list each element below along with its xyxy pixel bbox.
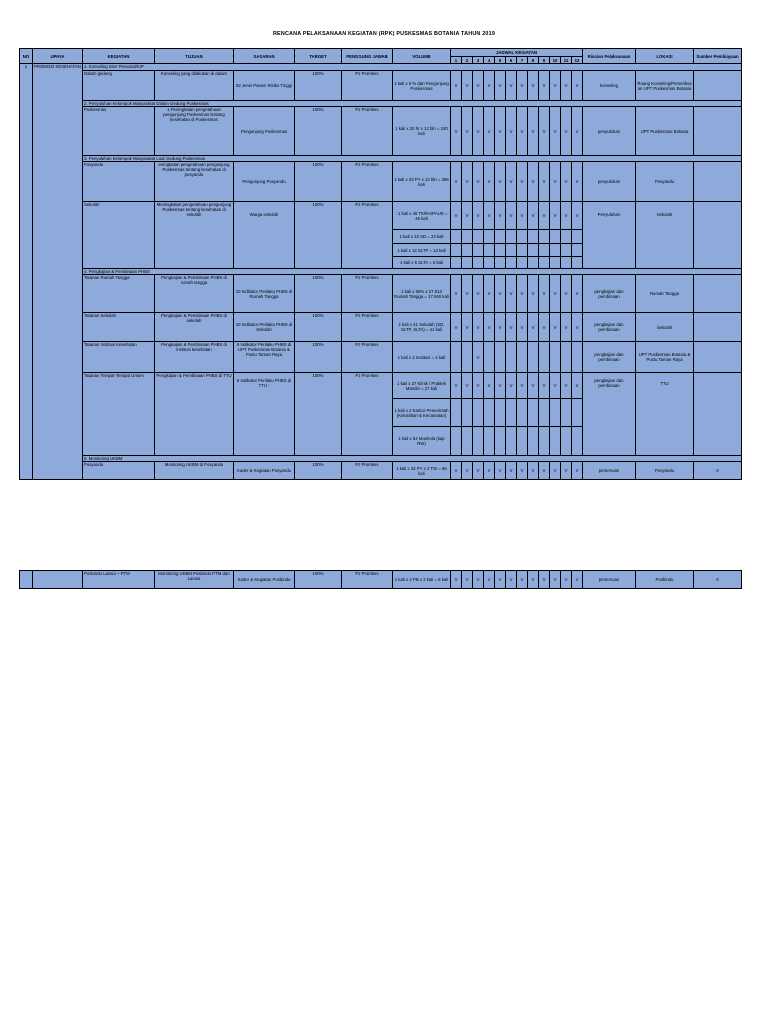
mark: V xyxy=(528,275,539,313)
mark: V xyxy=(561,202,572,230)
cell-sasaran: 6 Indikator Perilaku PHBS di UPT Puskesmas Botania & Pustu Taman Raya xyxy=(234,342,295,373)
mark: V xyxy=(561,373,572,399)
mark: V xyxy=(495,71,506,101)
cell-volume: 1 kali x 23 SD = 23 kali xyxy=(393,230,451,244)
mark: V xyxy=(462,313,473,342)
mark: V xyxy=(539,373,550,399)
cell-volume: : 1 kali x 46 TK/RA/PAUD = 46 kali xyxy=(393,202,451,230)
cell-pj: PJ Promkes xyxy=(342,462,393,480)
cell-tujuan: eningkatan pengetahuan pengunjung Puskesmas tentang kesehatan di posyandu xyxy=(155,162,234,202)
header-pj: PENGGUNG JAWAB xyxy=(342,49,393,64)
cell-kegiatan: Sekolah xyxy=(83,202,155,269)
mark: V xyxy=(539,462,550,480)
cell-volume: 1 kali x 2 Institusi = 2 kali xyxy=(393,342,451,373)
mark: V xyxy=(506,373,517,399)
cell-rincian: pertemuan xyxy=(583,571,636,589)
cell-lokasi: Posyandu xyxy=(636,462,694,480)
mark: V xyxy=(517,571,528,589)
mark: V xyxy=(550,162,561,202)
cell-volume: 1 kali x 5 % dari Pengunjung Puskesmas xyxy=(393,71,451,101)
cell-sasaran: Kader & Kegiatan Posyandu xyxy=(234,462,295,480)
mark: V xyxy=(517,107,528,156)
mark: V xyxy=(550,202,561,230)
cell-volume: 1 kali x 27 Klinik / Praktek Mandiri = 27 kali xyxy=(393,373,451,399)
cell-target: 100% xyxy=(295,162,342,202)
cell-tujuan: Pengkajian & Pembinaan PHBS di rumah tangga xyxy=(155,275,234,313)
mark: V xyxy=(572,275,583,313)
mark: V xyxy=(484,571,495,589)
cell-pj: PJ Promkes xyxy=(342,107,393,156)
mark: V xyxy=(572,202,583,230)
mark: V xyxy=(451,462,462,480)
mark: V xyxy=(484,107,495,156)
cell-pj: PJ Promkes xyxy=(342,202,393,269)
cell-pj: PJ Promkes xyxy=(342,275,393,313)
cell-volume: 1 kali x 41 Sekolah (SD, SLTP, SLTA) = 41 kali xyxy=(393,313,451,342)
header-tujuan: TUJUAN xyxy=(155,49,234,64)
mark: V xyxy=(451,373,462,399)
section-title: 4. Pengkajian & Pembinaan PHBS xyxy=(83,269,742,275)
mark: V xyxy=(484,373,495,399)
cell-volume: 1 kali x 20 hr x 12 bln = 240 kali xyxy=(393,107,451,156)
cell-target: 100% xyxy=(295,373,342,456)
row-upaya xyxy=(33,571,83,589)
cell-kegiatan: Tatanan Sekolah xyxy=(83,313,155,342)
mark: V xyxy=(506,202,517,230)
rpk-table-continued xyxy=(19,570,742,589)
mark: V xyxy=(561,462,572,480)
cell-lokasi: Sekolah xyxy=(636,313,694,342)
mark: V xyxy=(539,571,550,589)
cell-target: 100% xyxy=(295,313,342,342)
mark: V xyxy=(462,202,473,230)
cell-lokasi: Rumah Tangga xyxy=(636,275,694,313)
cell-volume: 1 kali x 6 SLTA = 6 kali xyxy=(393,257,451,269)
mark: V xyxy=(517,462,528,480)
header-month: 11 xyxy=(561,57,572,64)
mark: V xyxy=(561,571,572,589)
cell-rincian: penyuluhan xyxy=(583,107,636,156)
mark: V xyxy=(528,462,539,480)
cell-lokasi: Posbindu xyxy=(636,571,694,589)
cell-rincian: pengkajian dan pembinaan xyxy=(583,373,636,456)
mark: V xyxy=(561,162,572,202)
mark: V xyxy=(517,71,528,101)
mark: V xyxy=(462,462,473,480)
mark: V xyxy=(495,162,506,202)
cell-kegiatan: Tatanan Institusi Kesehatan xyxy=(83,342,155,373)
mark: V xyxy=(561,275,572,313)
cell-lokasi: Ruang Konseling/Pemeriksa an UPT Puskesmas Botania xyxy=(636,71,694,101)
mark: V xyxy=(495,571,506,589)
cell-sumber xyxy=(694,313,742,342)
cell-volume: 1 kali x 54 Mushola (tiap RW) xyxy=(393,427,451,456)
mark: V xyxy=(451,71,462,101)
cell-tujuan: Konseling yang dilakukan di dalam xyxy=(155,71,234,101)
mark: V xyxy=(506,71,517,101)
cell-lokasi: TTU xyxy=(636,373,694,456)
mark: V xyxy=(462,107,473,156)
header-month: 8 xyxy=(528,57,539,64)
mark: V xyxy=(484,71,495,101)
header-sumber: Sumber Pembiayaan xyxy=(694,49,742,64)
cell-rincian: pertemuan xyxy=(583,462,636,480)
header-upaya: UPAYA xyxy=(33,49,83,64)
cell-sumber xyxy=(694,275,742,313)
header-month: 12 xyxy=(572,57,583,64)
cell-volume: 1 kali x 33 PY x 12 bln = 396 kali xyxy=(393,162,451,202)
header-month: 6 xyxy=(506,57,517,64)
mark: V xyxy=(473,571,484,589)
mark: V xyxy=(528,107,539,156)
mark: V xyxy=(550,71,561,101)
cell-target: 100% xyxy=(295,71,342,101)
mark: V xyxy=(451,107,462,156)
cell-sasaran: 52 Jenis Pasien Risiko Tinggi xyxy=(234,71,295,101)
header-month: 9 xyxy=(539,57,550,64)
cell-rincian: konseling xyxy=(583,71,636,101)
cell-target: 100% xyxy=(295,462,342,480)
cell-volume: 1 kali x 33 PY x 2 TW = 66 kali xyxy=(393,462,451,480)
header-no: NO xyxy=(20,49,33,64)
row-no: 1 xyxy=(20,64,33,480)
cell-rincian: Penyuluhan xyxy=(583,202,636,269)
mark: V xyxy=(484,275,495,313)
mark: V xyxy=(550,462,561,480)
cell-tujuan: Pengkajian & Pembinaan PHBS di sekolah xyxy=(155,313,234,342)
row-upaya: PROMOSI KESEHATAN xyxy=(33,64,83,480)
cell-sasaran: 6 Indikator Perilaku PHBS di TTU : xyxy=(234,373,295,456)
header-month: 2 xyxy=(462,57,473,64)
cell-rincian: pengkajian dan pembinaan xyxy=(583,313,636,342)
cell-pj: PJ Promkes xyxy=(342,162,393,202)
cell-sumber xyxy=(694,71,742,101)
cell-tujuan: 1.Peningkatan pengetahuan pengunjung Puskesmas tentang kesehatan di Puskesmas xyxy=(155,107,234,156)
header-lokasi: LOKASI xyxy=(636,49,694,64)
mark: V xyxy=(462,71,473,101)
mark: V xyxy=(473,275,484,313)
section-title: 3. Penyuluhan Kelompok Masyarakat Luar Gedung Puskesmas xyxy=(83,156,742,162)
mark: V xyxy=(550,107,561,156)
cell-sasaran: Pengunjung Puskesmas xyxy=(234,107,295,156)
cell-sumber: 0 xyxy=(694,571,742,589)
mark: V xyxy=(484,202,495,230)
mark: V xyxy=(495,107,506,156)
mark: V xyxy=(473,202,484,230)
mark: V xyxy=(528,71,539,101)
mark: V xyxy=(572,462,583,480)
mark: V xyxy=(572,373,583,399)
mark: V xyxy=(539,71,550,101)
header-month: 3 xyxy=(473,57,484,64)
cell-rincian: pengkajian dan pembinaan xyxy=(583,275,636,313)
mark: V xyxy=(495,202,506,230)
mark: V xyxy=(539,313,550,342)
cell-kegiatan: Posyandu xyxy=(83,462,155,480)
mark: V xyxy=(484,162,495,202)
mark: V xyxy=(550,275,561,313)
mark: V xyxy=(462,373,473,399)
mark: V xyxy=(550,313,561,342)
cell-volume: 1 kali x 65% x 27.013 Rumah Tangga = 17.560 kali xyxy=(393,275,451,313)
cell-sumber: 0 xyxy=(694,462,742,480)
mark: V xyxy=(473,462,484,480)
cell-pj: PJ Promkes xyxy=(342,571,393,589)
mark: V xyxy=(528,162,539,202)
cell-tujuan: Monitoring UKBM di Posyandu xyxy=(155,462,234,480)
header-rincian: Rincian Pelaksanaan xyxy=(583,49,636,64)
cell-sumber xyxy=(694,342,742,373)
cell-tujuan: Pengkajian & Pembinaan PHBS di institusi kesehatan xyxy=(155,342,234,373)
cell-kegiatan: Posyandu xyxy=(83,162,155,202)
mark: V xyxy=(473,162,484,202)
header-target: TARGET xyxy=(295,49,342,64)
section-title: 5. Monitoring UKBM xyxy=(83,456,742,462)
cell-sumber xyxy=(694,202,742,269)
mark: V xyxy=(495,313,506,342)
rpk-table xyxy=(19,48,742,480)
cell-tujuan: Meningkatan pengetahuan pengunjung Puskesmas tentang kesehatan di sekolah xyxy=(155,202,234,269)
header-kegiatan: KEGIATAN xyxy=(83,49,155,64)
mark: V xyxy=(473,373,484,399)
cell-tujuan: Monitoring UKBM Posbindu PTM dan Lansia xyxy=(155,571,234,589)
cell-kegiatan: Dalam gedung xyxy=(83,71,155,101)
mark: V xyxy=(506,571,517,589)
cell-lokasi: UPT Puskesmas Botania xyxy=(636,107,694,156)
mark: V xyxy=(539,162,550,202)
mark: V xyxy=(528,202,539,230)
mark: V xyxy=(473,342,484,373)
mark: V xyxy=(473,313,484,342)
cell-lokasi: UPT Puskesmas Botania & Pustu Taman Raya xyxy=(636,342,694,373)
cell-target: 100% xyxy=(295,275,342,313)
mark: V xyxy=(451,313,462,342)
cell-sasaran: Kader & Kegiatan Posbindu xyxy=(234,571,295,589)
mark: V xyxy=(473,71,484,101)
cell-sasaran: Pengunjung Posyandu xyxy=(234,162,295,202)
cell-sasaran: 10 Indikator Perilaku PHBS di Rumah Tangga xyxy=(234,275,295,313)
mark: V xyxy=(473,107,484,156)
mark: V xyxy=(506,107,517,156)
mark: V xyxy=(561,71,572,101)
cell-volume: 1 kali x 4 PB x 2 kali = 8 kali xyxy=(393,571,451,589)
cell-rincian: penyuluhan xyxy=(583,162,636,202)
cell-sasaran: Warga sekolah xyxy=(234,202,295,269)
header-month: 1 xyxy=(451,57,462,64)
document-title: RENCANA PELAKSANAAN KEGIATAN (RPK) PUSKESMAS BOTANIA TAHUN 2019 xyxy=(272,31,496,37)
mark: V xyxy=(451,571,462,589)
mark: V xyxy=(517,202,528,230)
mark: V xyxy=(506,462,517,480)
row-no xyxy=(20,571,33,589)
cell-kegiatan: Posbindu Lansia + PTM xyxy=(83,571,155,589)
mark: V xyxy=(572,162,583,202)
cell-pj: PJ Promkes xyxy=(342,313,393,342)
cell-target: 100% xyxy=(295,202,342,269)
cell-kegiatan: Tatanan Rumah Tangga xyxy=(83,275,155,313)
cell-target: 100% xyxy=(295,342,342,373)
mark: V xyxy=(517,313,528,342)
mark: V xyxy=(506,275,517,313)
mark: V xyxy=(572,313,583,342)
cell-kegiatan: Tatanan Tempat-Tempat Umum xyxy=(83,373,155,456)
mark: V xyxy=(572,571,583,589)
mark: V xyxy=(528,373,539,399)
cell-sumber xyxy=(694,162,742,202)
mark: V xyxy=(517,162,528,202)
header-sasaran: SASARAN xyxy=(234,49,295,64)
cell-target: 100% xyxy=(295,107,342,156)
cell-pj: PJ Promkes xyxy=(342,71,393,101)
mark: V xyxy=(539,275,550,313)
section-title: 2. Penyuluhan Kelompok Masyarakat Dalam Gedung Puskesmas xyxy=(83,101,742,107)
mark: V xyxy=(495,275,506,313)
header-month: 7 xyxy=(517,57,528,64)
header-month: 10 xyxy=(550,57,561,64)
cell-sumber xyxy=(694,107,742,156)
section-title: 1. Konseling Inter Personal/KIP xyxy=(83,64,742,71)
header-month: 5 xyxy=(495,57,506,64)
mark: V xyxy=(517,275,528,313)
cell-lokasi: Sekolah xyxy=(636,202,694,269)
cell-sasaran: 10 Indikator Perilaku PHBS di Sekolah xyxy=(234,313,295,342)
header-month: 4 xyxy=(484,57,495,64)
cell-lokasi: Posyandu xyxy=(636,162,694,202)
mark: V xyxy=(462,162,473,202)
mark: V xyxy=(528,571,539,589)
mark: V xyxy=(451,275,462,313)
cell-volume: 1 kali x 12 SLTP = 12 kali xyxy=(393,244,451,257)
mark: V xyxy=(528,313,539,342)
mark: V xyxy=(561,107,572,156)
mark: V xyxy=(495,462,506,480)
mark: V xyxy=(506,313,517,342)
mark: V xyxy=(550,373,561,399)
cell-pj: PJ Promkes xyxy=(342,373,393,456)
mark: V xyxy=(572,71,583,101)
cell-sumber xyxy=(694,373,742,456)
cell-tujuan: Pengkajian & Pembinaan PHBS di TTU xyxy=(155,373,234,456)
mark: V xyxy=(561,313,572,342)
mark: V xyxy=(550,571,561,589)
cell-rincian: pengkajian dan pembinaan xyxy=(583,342,636,373)
mark: V xyxy=(484,462,495,480)
cell-target: 100% xyxy=(295,571,342,589)
mark: V xyxy=(517,373,528,399)
cell-pj: PJ Promkes xyxy=(342,342,393,373)
mark: V xyxy=(539,202,550,230)
mark: V xyxy=(572,107,583,156)
mark: V xyxy=(451,202,462,230)
mark: V xyxy=(539,107,550,156)
mark: V xyxy=(462,571,473,589)
cell-volume: 1 kali x 2 Kantor Pemerintah (Kelurahan & Kecamatan) xyxy=(393,399,451,427)
mark: V xyxy=(506,162,517,202)
mark: V xyxy=(484,313,495,342)
mark: V xyxy=(451,162,462,202)
header-jadwal: JADWAL KEGIATAN xyxy=(451,49,583,57)
mark: V xyxy=(462,275,473,313)
mark: V xyxy=(495,373,506,399)
cell-kegiatan: Puskesmas xyxy=(83,107,155,156)
header-volume: VOLUME xyxy=(393,49,451,64)
